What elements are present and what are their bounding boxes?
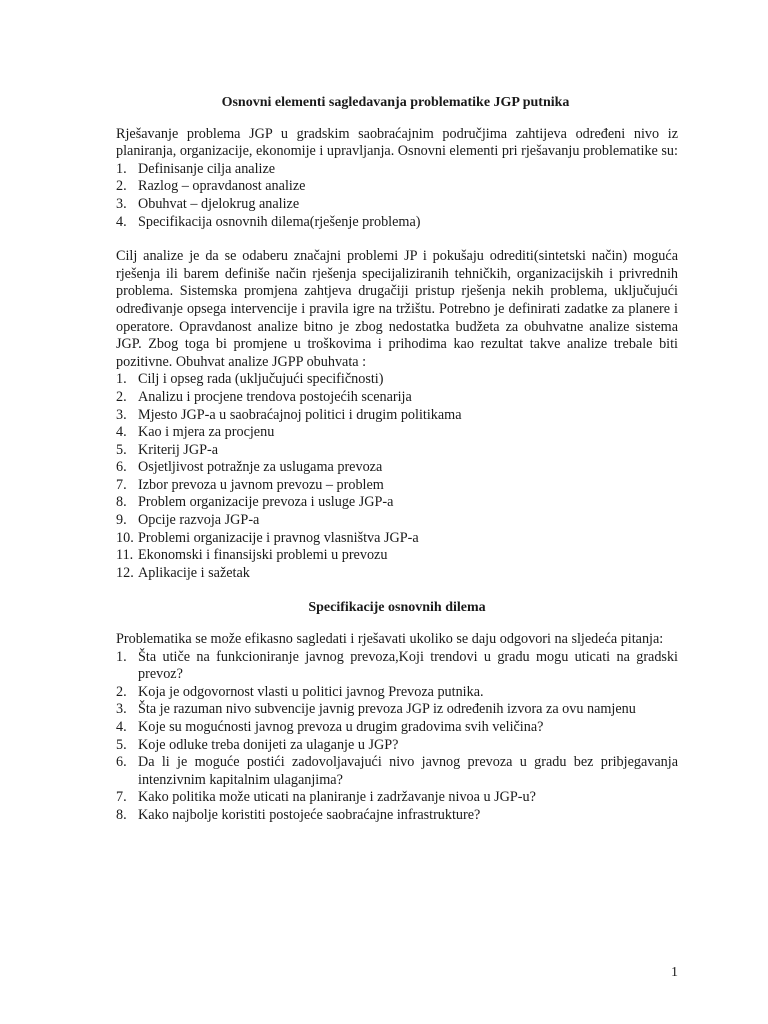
list-item-number: 4. xyxy=(116,424,127,441)
list-item xyxy=(116,214,678,232)
list-item-text: Mjesto JGP-a u saobraćajnoj politici i drugim politikama xyxy=(138,406,462,423)
list-item-number: 10. xyxy=(116,529,134,546)
list-item xyxy=(116,161,678,179)
list-item xyxy=(116,178,678,196)
list-item-text: Problemi organizacije i pravnog vlasništva JGP-a xyxy=(138,529,419,546)
list-item xyxy=(116,424,678,442)
analysis-paragraph: Cilj analize je da se odaberu značajni problemi JP i pokušaju odrediti(sintetski način) moguća rješenja ili barem definiše način rješenja specijaliziranih tehničkih, organizacijskih i privrednih problema. Sistemska promjena zahtjeva drugačiji pristup rješenja nekih problema, uključujući određivanje opsega intervencije i pravila igre na tržištu. Potrebno je definirati zadatke za planere i operatore. Opravdanost analize bitno je zbog nedostatka budžeta za obuhvatne analize sistema JGP. Zbog toga bi promjene u troškovima i prihodima kao rezultat takve analize trebale biti pozitivne. Obuhvat analize JGPP obuhvata : xyxy=(116,248,678,370)
list-item-text: Kako politika može uticati na planiranje i zadržavanje nivoa u JGP-u? xyxy=(138,789,536,806)
list-item-number: 9. xyxy=(116,512,127,529)
list-item xyxy=(116,807,678,825)
list-item-number: 1. xyxy=(116,648,127,665)
list-item xyxy=(116,512,678,530)
list-item-text: Ekonomski i finansijski problemi u prevozu xyxy=(138,547,388,564)
list-item-text: Cilj i opseg rada (uključujući specifičnosti) xyxy=(138,371,384,388)
intro-paragraph xyxy=(116,126,678,161)
list-item-number: 11. xyxy=(116,547,134,564)
list-item xyxy=(116,701,678,719)
list-item xyxy=(116,547,678,565)
list-item-number: 2. xyxy=(116,388,127,405)
list-item xyxy=(116,459,678,477)
questions-paragraph: Problematika se može efikasno sagledati i rješavati ukoliko se daju odgovori na sljedeća pitanja: xyxy=(116,631,664,648)
list-item xyxy=(116,407,678,425)
list-item xyxy=(116,371,678,389)
list-item-number: 3. xyxy=(116,701,127,718)
list-item-text: Razlog – opravdanost analize xyxy=(138,178,306,195)
list-item-number: 7. xyxy=(116,476,127,493)
intro-paragraph-text: Rješavanje problema JGP u gradskim saobraćajnim područjima zahtijeva određeni nivo iz planiranja, organizacije, ekonomije i upravljanja. Osnovni elementi pri rješavanju problematike su: xyxy=(116,125,678,160)
section-title: Specifikacije osnovnih dilema xyxy=(308,600,486,616)
list-item xyxy=(116,494,678,512)
list-item-text: Koje odluke treba donijeti za ulaganje u JGP? xyxy=(138,736,399,753)
list-item xyxy=(116,442,678,460)
list-item-number: 3. xyxy=(116,406,127,423)
list-item xyxy=(116,389,678,407)
list-item-number: 3. xyxy=(116,195,127,212)
list-item xyxy=(116,789,678,807)
list-item-number: 2. xyxy=(116,683,127,700)
list-item-text: Izbor prevoza u javnom prevozu – problem xyxy=(138,476,384,493)
list-item-text: Obuhvat – djelokrug analize xyxy=(138,195,300,212)
list-item xyxy=(116,530,678,548)
list-item-number: 7. xyxy=(116,789,127,806)
list-item xyxy=(116,737,678,755)
list-item-number: 4. xyxy=(116,719,127,735)
list-item xyxy=(116,196,678,214)
document-title: Osnovni elementi sagledavanja problematike JGP putnika xyxy=(221,95,570,110)
list-item-text: Kako najbolje koristiti postojeće saobraćajne infrastrukture? xyxy=(138,806,481,823)
list-item xyxy=(116,565,678,583)
list-item-number: 2. xyxy=(116,178,127,195)
list-item-text: Da li je moguće postići zadovoljavajući nivo javnog prevoza u gradu bez pribjegavanja intenzivnim kapitalnim ulaganjima? xyxy=(138,754,678,788)
list-item-number: 5. xyxy=(116,441,127,458)
list-item-number: 8. xyxy=(116,806,127,823)
list-item-text: Šta je razuman nivo subvencije javnig prevoza JGP iz određenih izvora za ovu namjenu xyxy=(138,701,636,718)
questions-list xyxy=(116,649,678,825)
list-item-number: 5. xyxy=(116,736,127,753)
list-item-text: Analizu i procjene trendova postojećih scenarija xyxy=(138,388,412,405)
list-item xyxy=(116,684,678,702)
list-item xyxy=(116,754,678,789)
list-item-number: 6. xyxy=(116,459,127,476)
list-item-number: 4. xyxy=(116,213,127,230)
list-item-number: 8. xyxy=(116,494,127,511)
list-item-number: 1. xyxy=(116,160,127,177)
list-item-text: Kao i mjera za procjenu xyxy=(138,424,275,441)
list-item-text: Problem organizacije prevoza i usluge JGP-a xyxy=(138,494,394,511)
list-item-text: Osjetljivost potražnje za uslugama prevoza xyxy=(138,459,383,476)
list-item-text: Koje su mogućnosti javnog prevoza u drugim gradovima svih veličina? xyxy=(138,719,544,735)
list-item-number: 12. xyxy=(116,564,134,581)
list-item-text: Šta utiče na funkcioniranje javnog prevoza,Koji trendovi u gradu mogu uticati na gradski prevoz? xyxy=(138,648,678,683)
list-item-text: Aplikacije i sažetak xyxy=(138,564,250,581)
list-item-text: Specifikacija osnovnih dilema(rješenje problema) xyxy=(138,213,421,230)
list-item-text: Koja je odgovornost vlasti u politici javnog Prevoza putnika. xyxy=(138,683,484,700)
page-number: 1 xyxy=(671,965,678,980)
list-item-number: 6. xyxy=(116,754,127,771)
list-item xyxy=(116,649,678,684)
elements-list xyxy=(116,161,678,231)
list-item xyxy=(116,719,678,737)
scope-list xyxy=(116,371,678,582)
list-item-text: Opcije razvoja JGP-a xyxy=(138,512,260,529)
list-item xyxy=(116,477,678,495)
list-item-text: Kriterij JGP-a xyxy=(138,441,218,458)
list-item-number: 1. xyxy=(116,371,127,388)
list-item-text: Definisanje cilja analize xyxy=(138,160,276,177)
